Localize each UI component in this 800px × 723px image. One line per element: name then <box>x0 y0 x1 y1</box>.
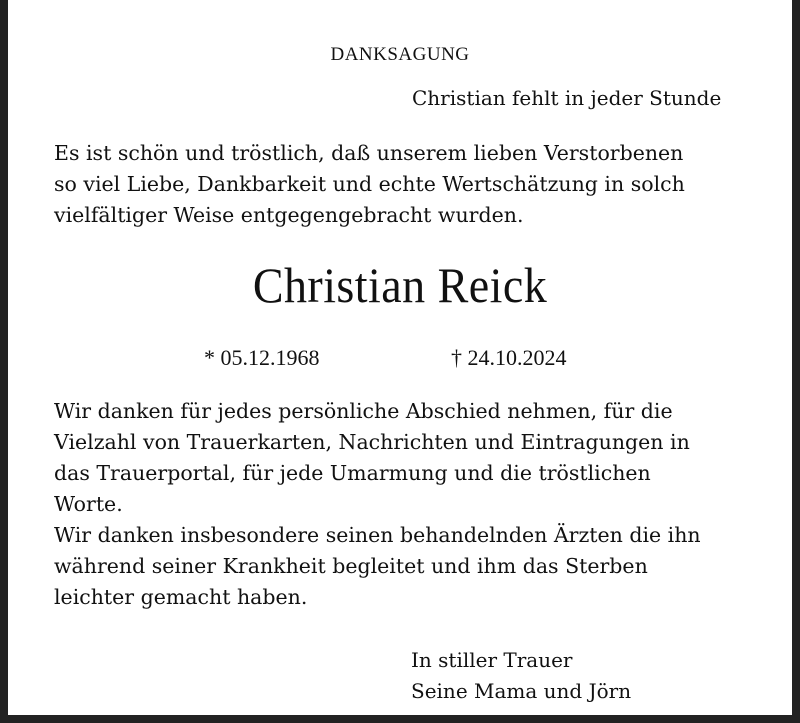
thanks-line: während seiner Krankheit begleitet und ihm das Sterben <box>54 554 648 578</box>
intro-line: Es ist schön und tröstlich, daß unserem lieben Verstorbenen <box>54 141 684 165</box>
thanks-paragraph <box>54 396 754 613</box>
birth-date: * 05.12.1968 <box>204 345 320 370</box>
motto: Christian fehlt in jeder Stunde <box>412 86 722 110</box>
closing-line: Seine Mama und Jörn <box>411 679 632 703</box>
thanks-line: Wir danken für jedes persönliche Abschied nehmen, für die <box>54 399 673 423</box>
thanks-line: Wir danken insbesondere seinen behandelnden Ärzten die ihn <box>54 523 701 547</box>
notice-heading: DANKSAGUNG <box>330 44 470 65</box>
deceased-name: Christian Reick <box>252 257 548 313</box>
closing-signature <box>411 645 631 707</box>
closing-line: In stiller Trauer <box>411 648 573 672</box>
intro-line: so viel Liebe, Dankbarkeit und echte Wertschätzung in solch <box>54 172 685 196</box>
intro-paragraph <box>54 138 754 231</box>
intro-line: vielfältiger Weise entgegengebracht wurden. <box>54 203 524 227</box>
thanks-line: das Trauerportal, für jede Umarmung und die tröstlichen <box>54 461 651 485</box>
thanks-line: Worte. <box>54 492 123 516</box>
thanks-line: leichter gemacht haben. <box>54 585 308 609</box>
thanks-line: Vielzahl von Trauerkarten, Nachrichten und Eintragungen in <box>54 430 690 454</box>
death-date: † 24.10.2024 <box>451 345 567 370</box>
